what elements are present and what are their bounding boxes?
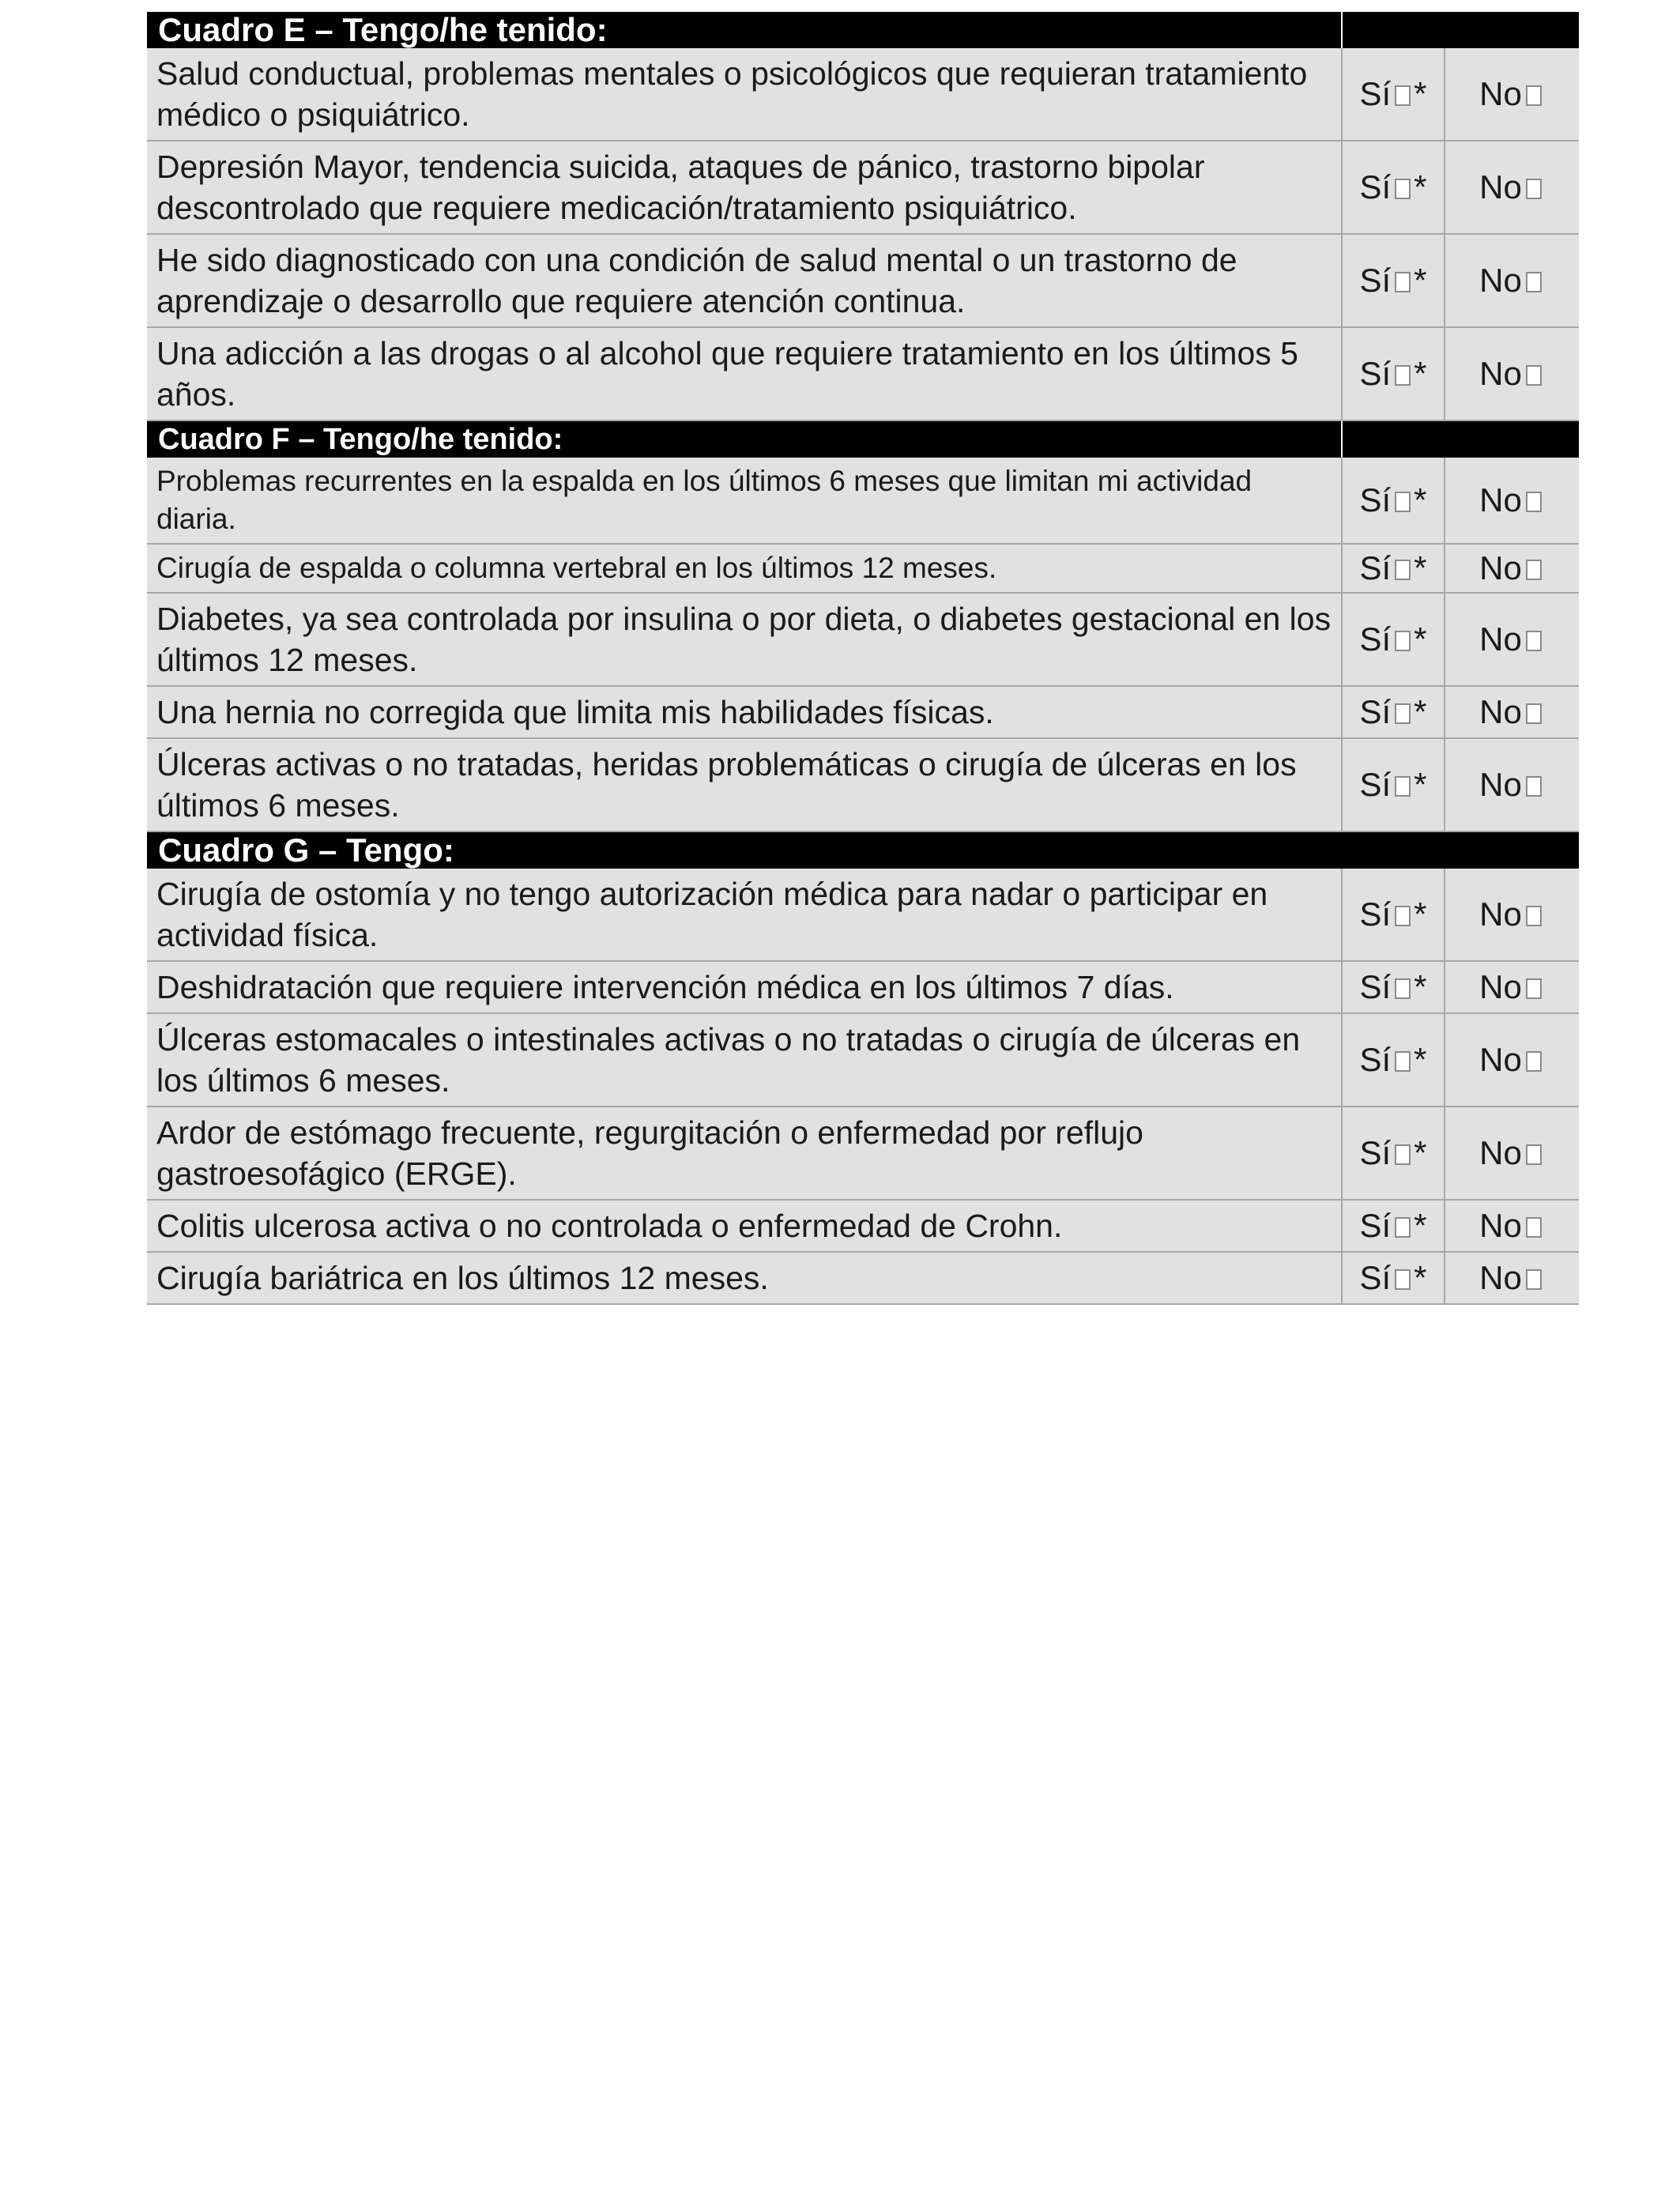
yes-option[interactable]: Sí *	[1342, 141, 1445, 234]
question-row	[147, 544, 1579, 593]
section-title: Cuadro G – Tengo:	[147, 831, 1579, 869]
no-option[interactable]: No	[1445, 1013, 1579, 1106]
no-checkbox[interactable]	[1526, 1144, 1542, 1165]
yes-option[interactable]: Sí *	[1342, 544, 1445, 593]
no-option[interactable]: No	[1445, 686, 1579, 738]
no-option[interactable]: No	[1445, 1200, 1579, 1252]
yes-checkbox[interactable]	[1395, 978, 1411, 999]
no-option[interactable]: No	[1445, 141, 1579, 234]
yes-option[interactable]: Sí *	[1342, 327, 1445, 420]
no-option[interactable]: No	[1445, 458, 1579, 544]
yes-option[interactable]: Sí *	[1342, 686, 1445, 738]
no-checkbox[interactable]	[1526, 1051, 1542, 1072]
no-option[interactable]: No	[1445, 1106, 1579, 1200]
yes-checkbox[interactable]	[1395, 776, 1411, 797]
question-text: Ardor de estómago frecuente, regurgitación o enfermedad por reflujo gastroesofágico (ERGE).	[147, 1106, 1342, 1200]
yes-checkbox[interactable]	[1395, 703, 1411, 724]
question-text: Cirugía bariátrica en los últimos 12 meses.	[147, 1252, 1342, 1304]
yes-checkbox[interactable]	[1395, 365, 1411, 386]
section-title: Cuadro E – Tengo/he tenido:	[147, 12, 1342, 48]
yes-checkbox[interactable]	[1395, 85, 1411, 106]
no-checkbox[interactable]	[1526, 272, 1542, 292]
yes-option[interactable]: Sí *	[1342, 869, 1445, 961]
question-row	[147, 1252, 1579, 1304]
no-checkbox[interactable]	[1526, 631, 1542, 651]
question-row	[147, 141, 1579, 234]
no-checkbox[interactable]	[1526, 703, 1542, 724]
yes-checkbox[interactable]	[1395, 492, 1411, 512]
question-text: Úlceras estomacales o intestinales activas o no tratadas o cirugía de úlceras en los últimos 6 meses.	[147, 1013, 1342, 1106]
no-checkbox[interactable]	[1526, 906, 1542, 926]
yes-option[interactable]: Sí *	[1342, 961, 1445, 1013]
yes-option[interactable]: Sí *	[1342, 738, 1445, 831]
yes-option[interactable]: Sí *	[1342, 1106, 1445, 1200]
health-questionnaire-table	[147, 12, 1579, 1305]
yes-option[interactable]: Sí *	[1342, 234, 1445, 327]
yes-checkbox[interactable]	[1395, 272, 1411, 292]
question-text: Depresión Mayor, tendencia suicida, ataques de pánico, trastorno bipolar descontrolado que requiere medicación/tratamiento psiquiátrico.	[147, 141, 1342, 234]
question-row	[147, 1013, 1579, 1106]
no-option[interactable]: No	[1445, 593, 1579, 686]
section-header-g	[147, 831, 1579, 869]
no-option[interactable]: No	[1445, 327, 1579, 420]
no-checkbox[interactable]	[1526, 776, 1542, 797]
yes-option[interactable]: Sí *	[1342, 593, 1445, 686]
section-header-e	[147, 12, 1579, 48]
yes-checkbox[interactable]	[1395, 906, 1411, 926]
no-option[interactable]: No	[1445, 48, 1579, 141]
yes-option[interactable]: Sí *	[1342, 1200, 1445, 1252]
no-checkbox[interactable]	[1526, 978, 1542, 999]
no-option[interactable]: No	[1445, 1252, 1579, 1304]
yes-option[interactable]: Sí *	[1342, 1013, 1445, 1106]
no-option[interactable]: No	[1445, 961, 1579, 1013]
yes-checkbox[interactable]	[1395, 1269, 1411, 1290]
yes-option[interactable]: Sí *	[1342, 48, 1445, 141]
question-row	[147, 327, 1579, 420]
question-text: He sido diagnosticado con una condición de salud mental o un trastorno de aprendizaje o desarrollo que requiere atención continua.	[147, 234, 1342, 327]
yes-checkbox[interactable]	[1395, 1051, 1411, 1072]
question-text: Cirugía de ostomía y no tengo autorización médica para nadar o participar en actividad física.	[147, 869, 1342, 961]
question-text: Úlceras activas o no tratadas, heridas problemáticas o cirugía de úlceras en los últimos 6 meses.	[147, 738, 1342, 831]
question-row	[147, 869, 1579, 961]
question-text: Una hernia no corregida que limita mis habilidades físicas.	[147, 686, 1342, 738]
question-text: Diabetes, ya sea controlada por insulina o por dieta, o diabetes gestacional en los últimos 12 meses.	[147, 593, 1342, 686]
section-title: Cuadro F – Tengo/he tenido:	[147, 420, 1342, 458]
question-text: Colitis ulcerosa activa o no controlada o enfermedad de Crohn.	[147, 1200, 1342, 1252]
question-row	[147, 234, 1579, 327]
yes-checkbox[interactable]	[1395, 560, 1411, 580]
no-option[interactable]: No	[1445, 234, 1579, 327]
no-checkbox[interactable]	[1526, 85, 1542, 106]
question-row	[147, 738, 1579, 831]
yes-checkbox[interactable]	[1395, 1217, 1411, 1238]
question-text: Una adicción a las drogas o al alcohol que requiere tratamiento en los últimos 5 años.	[147, 327, 1342, 420]
yes-option[interactable]: Sí *	[1342, 458, 1445, 544]
yes-checkbox[interactable]	[1395, 179, 1411, 199]
yes-checkbox[interactable]	[1395, 631, 1411, 651]
question-row	[147, 686, 1579, 738]
question-text: Deshidratación que requiere intervención médica en los últimos 7 días.	[147, 961, 1342, 1013]
no-checkbox[interactable]	[1526, 1269, 1542, 1290]
question-text: Cirugía de espalda o columna vertebral en los últimos 12 meses.	[147, 544, 1342, 593]
question-row	[147, 961, 1579, 1013]
no-checkbox[interactable]	[1526, 560, 1542, 580]
question-text: Salud conductual, problemas mentales o psicológicos que requieran tratamiento médico o psiquiátrico.	[147, 48, 1342, 141]
question-row	[147, 1200, 1579, 1252]
no-checkbox[interactable]	[1526, 1217, 1542, 1238]
no-option[interactable]: No	[1445, 738, 1579, 831]
question-row	[147, 593, 1579, 686]
question-text: Problemas recurrentes en la espalda en los últimos 6 meses que limitan mi actividad diaria.	[147, 458, 1342, 544]
yes-checkbox[interactable]	[1395, 1144, 1411, 1165]
no-option[interactable]: No	[1445, 544, 1579, 593]
question-row	[147, 1106, 1579, 1200]
no-checkbox[interactable]	[1526, 179, 1542, 199]
no-checkbox[interactable]	[1526, 492, 1542, 512]
question-row	[147, 48, 1579, 141]
no-checkbox[interactable]	[1526, 365, 1542, 386]
yes-option[interactable]: Sí *	[1342, 1252, 1445, 1304]
question-row	[147, 458, 1579, 544]
section-header-f	[147, 420, 1579, 458]
no-option[interactable]: No	[1445, 869, 1579, 961]
